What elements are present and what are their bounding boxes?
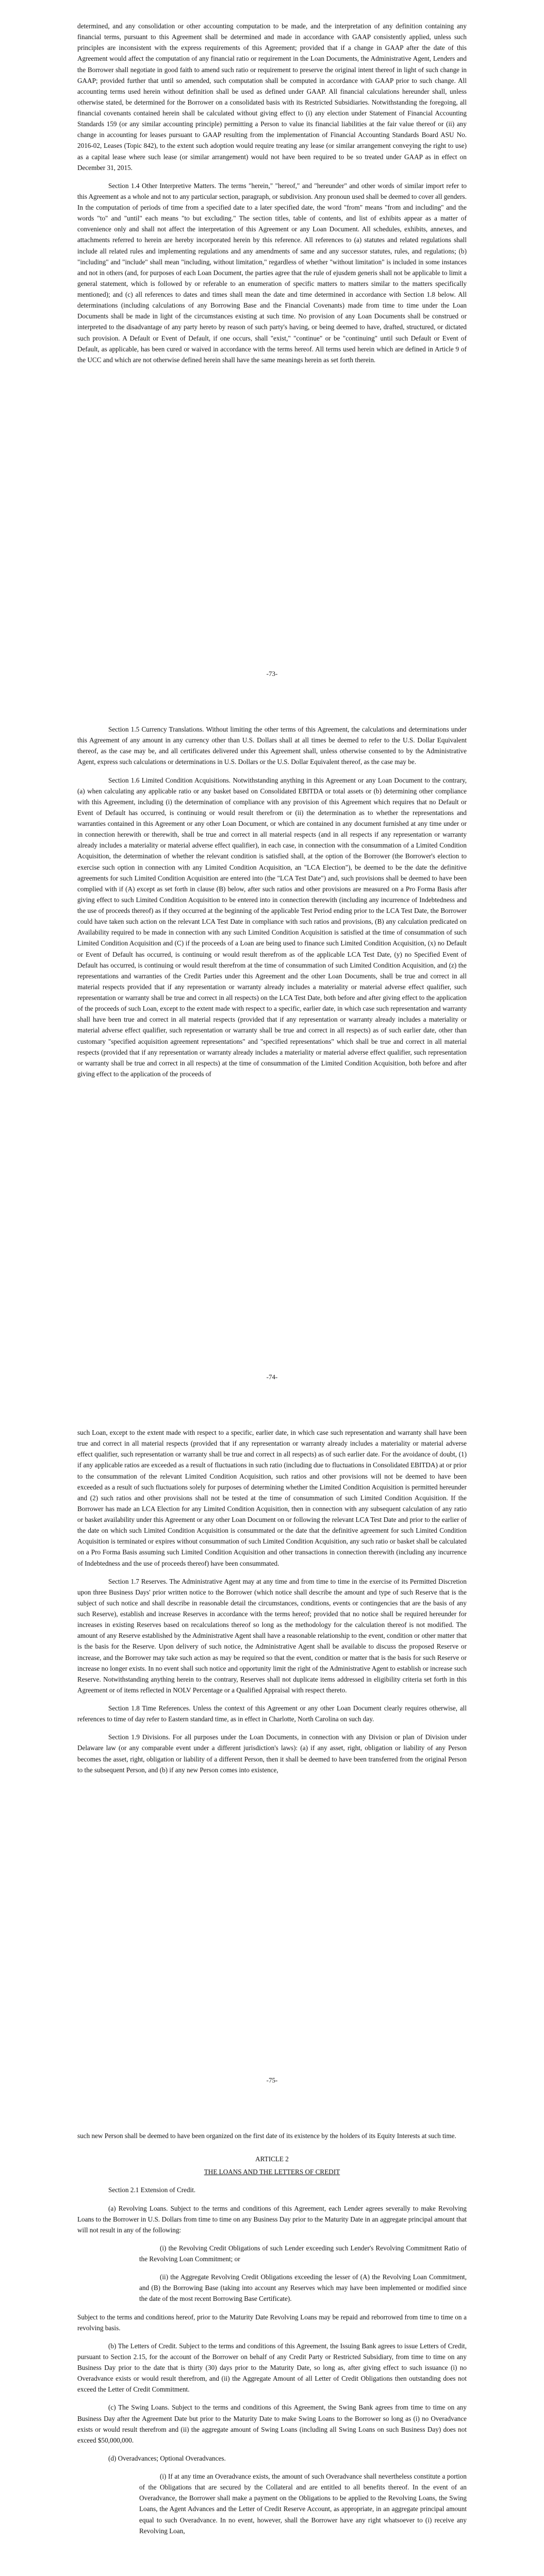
- revolving-loans-tail: Subject to the terms and conditions hereof, prior to the Maturity Date Revolving Loans may be repaid and reborrowed from time to time on a revolving basis.: [77, 2313, 467, 2332]
- page-76: [0, 2110, 544, 2576]
- section-1-9-paragraph: Section 1.9 Divisions. For all purposes under the Loan Documents, in connection with any Division or plan of Division under Delaware law (or any comparable event under a different jurisdiction's laws): (a) if any asset, right, obligation or liability of any Person becomes the asset, right, obligation or liability of a different Person, then it shall be deemed to have been transferred from the original Person to the subsequent Person, and (b) if any new Person comes into existence,: [77, 1733, 467, 1774]
- section-1-7-paragraph: Section 1.7 Reserves. The Administrative Agent may at any time and from time to time in the exercise of its Permitted Discretion upon three Business Days' prior written notice to the Borrower (which notice shall describe the amount and type of such Reserve that is the subject of such notice and shall describe in reasonable detail the circumstances, conditions, events or contingencies that are the basis of any such Reserve), establish and increase Reserves in accordance with the terms hereof; provided that no notice shall be required hereunder for increases in existing Reserves based on recalculations thereof so long as the methodology for the calculation thereof is not modified. The amount of any Reserve established by the Administrative Agent shall have a reasonable relationship to the event, condition or other matter that is the basis for the Reserve. Upon delivery of such notice, the Administrative Agent shall be available to discuss the proposed Reserve or increase, and the Borrower may take such action as may be required so that the event, condition or matter that is the basis for such Reserve or increase no longer exists. In no event shall such notice and opportunity limit the right of the Administrative Agent to establish or increase such Reserve. Notwithstanding anything herein to the contrary, Reserves shall not duplicate items addressed in eligibility criteria set forth in this Agreement or of items reflected in NOLV Percentage or a Qualified Appraisal with respect thereto.: [77, 1577, 467, 1694]
- divisions-continuation-paragraph: such new Person shall be deemed to have been organized on the first date of its existence by the holders of its Equity Interests at such time.: [77, 2132, 456, 2140]
- gaap-paragraph: determined, and any consolidation or other accounting computation to be made, and the interpretation of any definition containing any financial terms, pursuant to this Agreement shall be determined and made in accordance with GAAP consistently applied, unless such principles are inconsistent with the express requirements of this Agreement; provided that if a change in GAAP after the date of this Agreement would affect the computation of any financial ratio or requirement in the Loan Documents, the Administrative Agent, Lenders and the Borrower shall negotiate in good faith to amend such ratio or requirement to preserve the original intent thereof in light of such change in GAAP; provided further that until so amended, such computation shall be computed in accordance with GAAP prior to such change. All accounting terms used herein without definition shall be used as defined under GAAP. All financial calculations hereunder shall, unless otherwise stated, be determined for the Borrower on a consolidated basis with its Restricted Subsidiaries. Notwithstanding the foregoing, all financial covenants contained herein shall be calculated without giving effect to (i) any election under Statement of Financial Accounting Standards 159 (or any similar accounting principle) permitting a Person to value its financial liabilities at the fair value thereof or (ii) any change in accounting for leases pursuant to GAAP resulting from the implementation of Financial Accounting Standards Board ASU No. 2016-02, Leases (Topic 842), to the extent such adoption would require treating any lease (or similar arrangement conveying the right to use) as a capital lease where such lease (or similar arrangement) would not have been required to be so treated under GAAP as in effect on December 31, 2015.: [77, 22, 467, 172]
- revolving-loans-clause-i: (i) the Revolving Credit Obligations of such Lender exceeding such Lender's Revolving Commitment Ratio of the Revolving Loan Commitment; or: [139, 2244, 467, 2263]
- swing-loans-paragraph: (c) The Swing Loans. Subject to the terms and conditions of this Agreement, the Swing Bank agrees from time to time on any Business Day after the Agreement Date but prior to the Maturity Date to make Swing Loans to the Borrower so long as (i) no Overadvance exists or would result therefrom and (ii) the aggregate amount of Swing Loans (including all Swing Loans on such Business Day) does not exceed $50,000,000.: [77, 2403, 467, 2444]
- section-2-1-heading: Section 2.1 Extension of Credit.: [108, 2186, 196, 2194]
- letters-of-credit-paragraph: (b) The Letters of Credit. Subject to the terms and conditions of this Agreement, the Issuing Bank agrees to issue Letters of Credit, pursuant to Section 2.15, for the account of the Borrower on behalf of any Credit Party or Restricted Subsidiary, from time to time on any Business Day prior to the date that is thirty (30) days prior to the Maturity Date, so long as, after giving effect to such issuance (i) no Overadvance exists or would result therefrom, and (ii) the Aggregate Amount of all Letter of Credit Obligations then outstanding does not exceed the Letter of Credit Commitment.: [77, 2342, 467, 2394]
- overadvances-heading: (d) Overadvances; Optional Overadvances.: [108, 2454, 226, 2462]
- section-1-4-paragraph: Section 1.4 Other Interpretive Matters. The terms "herein," "hereof," and "hereunder" and other words of similar import refer to this Agreement as a whole and not to any particular section, paragraph, or subdivision. Any pronoun used shall be deemed to cover all genders. In the computation of periods of time from a specified date to a later specified date, the word "from" means "from and including" and the words "to" and "until" each means "to but excluding." The section titles, table of contents, and list of exhibits appear as a matter of convenience only and shall not affect the interpretation of this Agreement or any Loan Document. All schedules, exhibits, annexes, and attachments referred to herein are hereby incorporated herein by this reference. All references to (a) statutes and related regulations shall include all related rules and implementing regulations and any amendments of same and any successor statutes, rules, and regulations; (b) "including" and "include" shall mean "including, without limitation," regardless of whether "without limitation" is included in some instances and not in others (and, for purposes of each Loan Document, the parties agree that the rule of ejusdem generis shall not be applicable to limit a general statement, which is followed by or referable to an enumeration of specific matters to matters similar to the matters specifically mentioned); and (c) all references to dates and times shall mean the date and time determined in accordance with Section 1.8 below. All determinations (including calculations of any Borrowing Base and the Financial Covenants) made from time to time under the Loan Documents shall be made in light of the circumstances existing at such time. No provision of any Loan Documents shall be construed or interpreted to the disadvantage of any party hereto by reason of such party's having, or being deemed to have, drafted, structured, or dictated such provision. A Default or Event of Default, if one occurs, shall "exist," "continue" or be "continuing" until such Default or Event of Default, as applicable, has been cured or waived in accordance with the terms hereof. All terms used herein which are defined in Article 9 of the UCC and which are not otherwise defined herein shall have the same meanings herein as set forth therein.: [77, 181, 467, 364]
- revolving-loans-paragraph: (a) Revolving Loans. Subject to the terms and conditions of this Agreement, each Lender agrees severally to make Revolving Loans to the Borrower in U.S. Dollars from time to time on any Business Day prior to the Maturity Date in an aggregate principal amount that will not result in any of the following:: [77, 2204, 467, 2234]
- article-title: THE LOANS AND THE LETTERS OF CREDIT: [204, 2168, 340, 2176]
- lca-continuation-paragraph: such Loan, except to the extent made with respect to a specific, earlier date, in which case such representation and warranty shall have been true and correct in all material respects (provided that if any representation or warranty already includes a materiality or material adverse effect qualifier, such representation or warranty shall be true and correct in all respects) as of such earlier date. For the avoidance of doubt, (1) if any applicable ratios are exceeded as a result of fluctuations in such ratio (including due to fluctuations in Consolidated EBITDA) at or prior to the consummation of the relevant Limited Condition Acquisition, such ratios and other provisions will not be deemed to have been exceeded as a result of such fluctuations solely for purposes of determining whether the Limited Condition Acquisition is permitted hereunder and (2) such ratios and other provisions shall not be tested at the time of consummation of such Limited Condition Acquisition. If the Borrower has made an LCA Election for any Limited Condition Acquisition, then in connection with any subsequent calculation of any ratio or basket availability under this Agreement or any other Loan Document on or following the relevant LCA Test Date and prior to the earlier of the date on which such Limited Condition Acquisition is consummated or the date that the definitive agreement for such Limited Condition Acquisition is terminated or expires without consummation of such Limited Condition Acquisition, any such ratio or basket shall be calculated on a Pro Forma Basis assuming such Limited Condition Acquisition and other transactions in connection therewith (including any incurrence of Indebtedness and the use of proceeds thereof) have been consummated.: [77, 1429, 467, 1567]
- section-1-5-paragraph: Section 1.5 Currency Translations. Without limiting the other terms of this Agreement, the calculations and determinations under this Agreement of any amount in any currency other than U.S. Dollars shall at all times be deemed to refer to the U.S. Dollar Equivalent thereof, as the case may be, and all certificates delivered under this Agreement shall, unless otherwise consented to by the Administrative Agent, express such calculations or determinations in U.S. Dollars or the U.S. Dollar Equivalent thereof, as the case may be.: [77, 725, 467, 766]
- page-number: -75-: [266, 2076, 278, 2084]
- article-heading: ARTICLE 2: [255, 2155, 289, 2163]
- revolving-loans-clause-ii: (ii) the Aggregate Revolving Credit Obligations exceeding the lesser of (A) the Revolving Loan Commitment, and (B) the Borrowing Base (taking into account any Reserves which may have been implemented or modified since the date of the most recent Borrowing Base Certificate).: [139, 2273, 467, 2303]
- page-number: -73-: [266, 670, 278, 677]
- overadvances-clause-i: (i) If at any time an Overadvance exists, the amount of such Overadvance shall nevertheless constitute a portion of the Obligations that are secured by the Collateral and are entitled to all benefits thereof. In the event of an Overadvance, the Borrower shall make a payment on the Obligations to be applied to the Revolving Loans, the Swing Loans, the Agent Advances and the Letter of Credit Reserve Account, as appropriate, in an aggregate principal amount equal to such Overadvance. In no event, however, shall the Borrower have any right whatsoever to (i) receive any Revolving Loan,: [139, 2472, 467, 2535]
- page-number: -74-: [266, 1373, 278, 1381]
- page-73: [0, 0, 544, 703]
- section-1-8-paragraph: Section 1.8 Time References. Unless the context of this Agreement or any other Loan Document clearly requires otherwise, all references to time of day refer to Eastern standard time, as in effect in Charlotte, North Carolina on such day.: [77, 1704, 467, 1723]
- page-75: [0, 1406, 544, 2110]
- page-74: [0, 703, 544, 1406]
- section-1-6-paragraph: Section 1.6 Limited Condition Acquisitions. Notwithstanding anything in this Agreement or any Loan Document to the contrary, (a) when calculating any applicable ratio or any basket based on Consolidated EBITDA or total assets or (b) determining other compliance with this Agreement, including (i) the determination of compliance with any provision of this Agreement which requires that no Default or Event of Default has occurred, is continuing or would result therefrom or (ii) the determination as to whether the representations and warranties contained in this Agreement or any other Loan Document, or which are contained in any document furnished at any time under or in connection herewith or therewith, shall be true and correct in all material respects (and in all respects if any representation or warranty already includes a materiality or material adverse effect qualifier), in each case, in connection with the consummation of a Limited Condition Acquisition, the determination of whether the relevant condition is satisfied shall, at the option of the Borrower (the Borrower's election to exercise such option in connection with any Limited Condition Acquisition, an "LCA Election"), be deemed to be the date the definitive agreements for such Limited Condition Acquisition are entered into (the "LCA Test Date") and, such provisions shall be deemed to have been complied with if (A) except as set forth in clause (B) below, after such ratios and other provisions are measured on a Pro Forma Basis after giving effect to such Limited Condition Acquisition to be entered into in connection therewith (including any incurrence of Indebtedness and the use of proceeds thereof) as if they occurred at the beginning of the applicable Test Period ending prior to the LCA Test Date, the Borrower could have taken such action on the relevant LCA Test Date in compliance with such ratios and provisions, (B) any calculation predicated on Availability required to be made in connection with any such Limited Condition Acquisition is satisfied at the time of consummation of such Limited Condition Acquisition and (C) if the proceeds of a Loan are being used to finance such Limited Condition Acquisition, (x) no Default or Event of Default has occurred, is continuing or would result therefrom as of the applicable LCA Test Date, (y) no Specified Event of Default has occurred, is continuing or would result therefrom at the time of consummation of such Limited Condition Acquisition, and (z) the representations and warranties of the Credit Parties under this Agreement and the other Loan Documents, shall be true and correct in all material respects provided that if any representation or warranty already includes a materiality or material adverse effect qualifier, such representation or warranty shall be true and correct in all respects) on the LCA Test Date, both before and after giving effect to the application of the proceeds of such Loan, except to the extent made with respect to a specific, earlier date, in which case such representation and warranty shall have been true and correct in all material respects (provided that if any representation or warranty already includes a materiality or material adverse effect qualifier, such representation or warranty shall be true and correct in all respects) as of such earlier date, other than customary "specified acquisition agreement representations" and "specified representations" which shall be true and correct in all material respects (provided that if any representation or warranty already includes a materiality or material adverse effect qualifier, such representation or warranty shall be true and correct in all respects) at the time of consummation of the Limited Condition Acquisition, both before and after giving effect to the application of the proceeds of: [77, 776, 467, 1078]
